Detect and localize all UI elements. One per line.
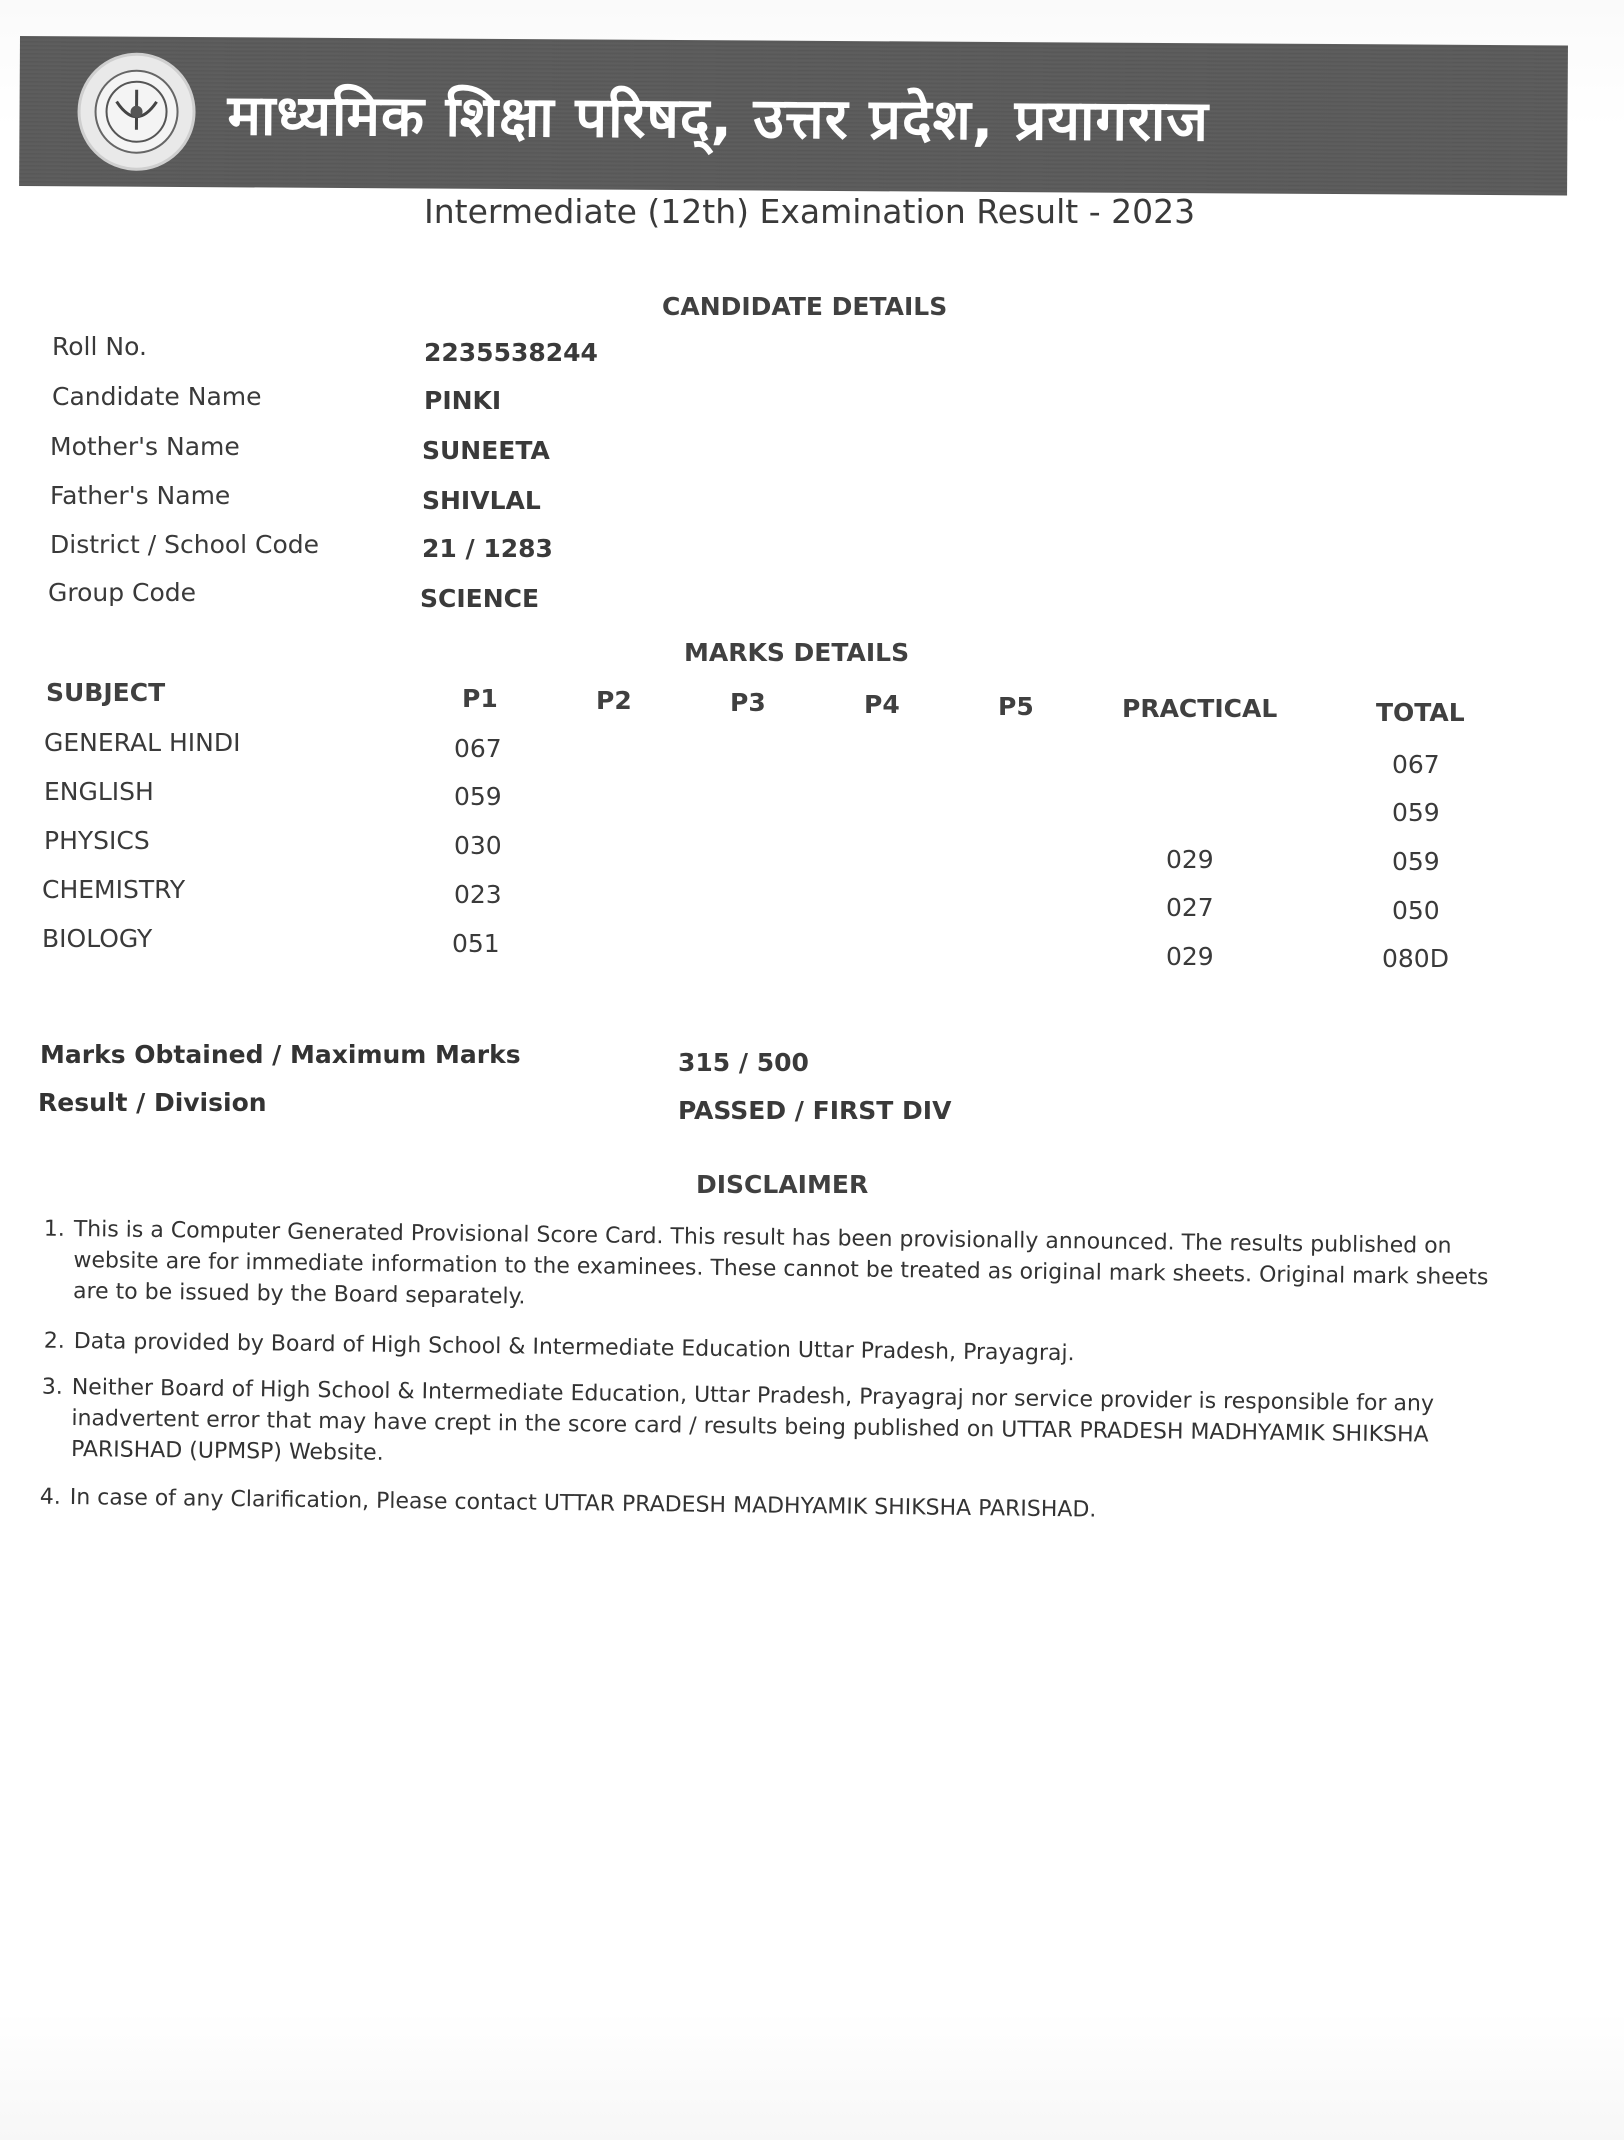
emblem-inner-ring bbox=[94, 69, 179, 154]
table-row-total: 050 bbox=[1392, 896, 1440, 925]
disclaimer-heading: DISCLAIMER bbox=[696, 1170, 869, 1199]
table-row-subject: GENERAL HINDI bbox=[44, 728, 241, 757]
table-row-total: 059 bbox=[1392, 847, 1440, 876]
col-total: TOTAL bbox=[1376, 698, 1465, 727]
table-row-practical: 029 bbox=[1166, 942, 1214, 971]
district-school-code-label: District / School Code bbox=[50, 530, 320, 559]
roll-no-label: Roll No. bbox=[52, 332, 147, 361]
col-p5: P5 bbox=[998, 692, 1034, 721]
table-row-subject: BIOLOGY bbox=[42, 924, 153, 953]
table-row-p1: 067 bbox=[454, 734, 502, 763]
disclaimer-item-3 bbox=[41, 1372, 1502, 1482]
col-p1: P1 bbox=[462, 684, 498, 713]
disclaimer-item-text: In case of any Clarification, Please contact UTTAR PRADESH MADHYAMIK SHIKSHA PARISHAD. bbox=[69, 1484, 1097, 1523]
table-row-total: 080D bbox=[1382, 944, 1449, 973]
group-code-label: Group Code bbox=[48, 578, 197, 607]
table-row-p1: 059 bbox=[454, 782, 502, 811]
marks-details-heading: MARKS DETAILS bbox=[684, 638, 910, 667]
candidate-name-value: PINKI bbox=[424, 386, 502, 415]
table-row-subject: ENGLISH bbox=[44, 777, 154, 806]
roll-no-value: 2235538244 bbox=[424, 338, 598, 367]
table-row-total: 059 bbox=[1392, 798, 1440, 827]
disclaimer-item-text: Data provided by Board of High School & Intermediate Education Uttar Pradesh, Prayagraj. bbox=[73, 1328, 1075, 1367]
father-name-label: Father's Name bbox=[50, 481, 231, 510]
upmsp-emblem-icon bbox=[77, 52, 196, 171]
header-banner bbox=[19, 36, 1568, 195]
marks-obtained-label: Marks Obtained / Maximum Marks bbox=[40, 1040, 521, 1069]
table-row-total: 067 bbox=[1392, 750, 1440, 779]
disclaimer-item-number: 2. bbox=[43, 1328, 65, 1354]
mother-name-value: SUNEETA bbox=[422, 436, 550, 465]
disclaimer-item-number: 4. bbox=[39, 1484, 61, 1510]
candidate-details-heading: CANDIDATE DETAILS bbox=[662, 292, 948, 321]
col-p3: P3 bbox=[730, 688, 766, 717]
disclaimer-item-number: 1. bbox=[43, 1216, 65, 1242]
table-row-subject: CHEMISTRY bbox=[42, 875, 186, 904]
group-code-value: SCIENCE bbox=[420, 584, 540, 613]
table-row-p1: 023 bbox=[454, 880, 502, 909]
table-row-practical: 027 bbox=[1166, 893, 1214, 922]
emblem-symbol-icon bbox=[96, 71, 176, 151]
table-row-practical: 029 bbox=[1166, 845, 1214, 874]
result-division-label: Result / Division bbox=[38, 1088, 267, 1117]
father-name-value: SHIVLAL bbox=[422, 486, 541, 515]
disclaimer-item-number: 3. bbox=[41, 1374, 63, 1400]
mother-name-label: Mother's Name bbox=[50, 432, 240, 461]
table-row-p1: 030 bbox=[454, 831, 502, 860]
col-practical: PRACTICAL bbox=[1122, 694, 1278, 723]
marks-obtained-value: 315 / 500 bbox=[678, 1048, 809, 1077]
board-title: माध्यमिक शिक्षा परिषद्, उत्तर प्रदेश, प्रयागराज bbox=[227, 83, 1210, 155]
disclaimer-item-text: This is a Computer Generated Provisional Score Card. This result has been provisionally announced. The results published on website are for immediate information to the examinees. These cannot be treated as original mark sheets. Original mark sheets are to be issued by the Board separately. bbox=[72, 1216, 1489, 1310]
col-p4: P4 bbox=[864, 690, 900, 719]
col-subject: SUBJECT bbox=[46, 678, 166, 707]
table-row-p1: 051 bbox=[452, 929, 500, 958]
disclaimer-item-1 bbox=[43, 1214, 1504, 1324]
col-p2: P2 bbox=[596, 686, 632, 715]
result-division-value: PASSED / FIRST DIV bbox=[678, 1096, 952, 1125]
disclaimer-item-text: Neither Board of High School & Intermediate Education, Uttar Pradesh, Prayagraj nor service provider is responsible for any inadvertent error that may have crept in the score card / results being published on UTTAR PRADESH MADHYAMIK SHIKSHA PARISHAD (UPMSP) Website. bbox=[70, 1374, 1435, 1466]
table-row-subject: PHYSICS bbox=[44, 826, 150, 855]
candidate-name-label: Candidate Name bbox=[52, 382, 262, 411]
district-school-code-value: 21 / 1283 bbox=[422, 534, 553, 563]
exam-title: Intermediate (12th) Examination Result - 2023 bbox=[424, 192, 1196, 231]
